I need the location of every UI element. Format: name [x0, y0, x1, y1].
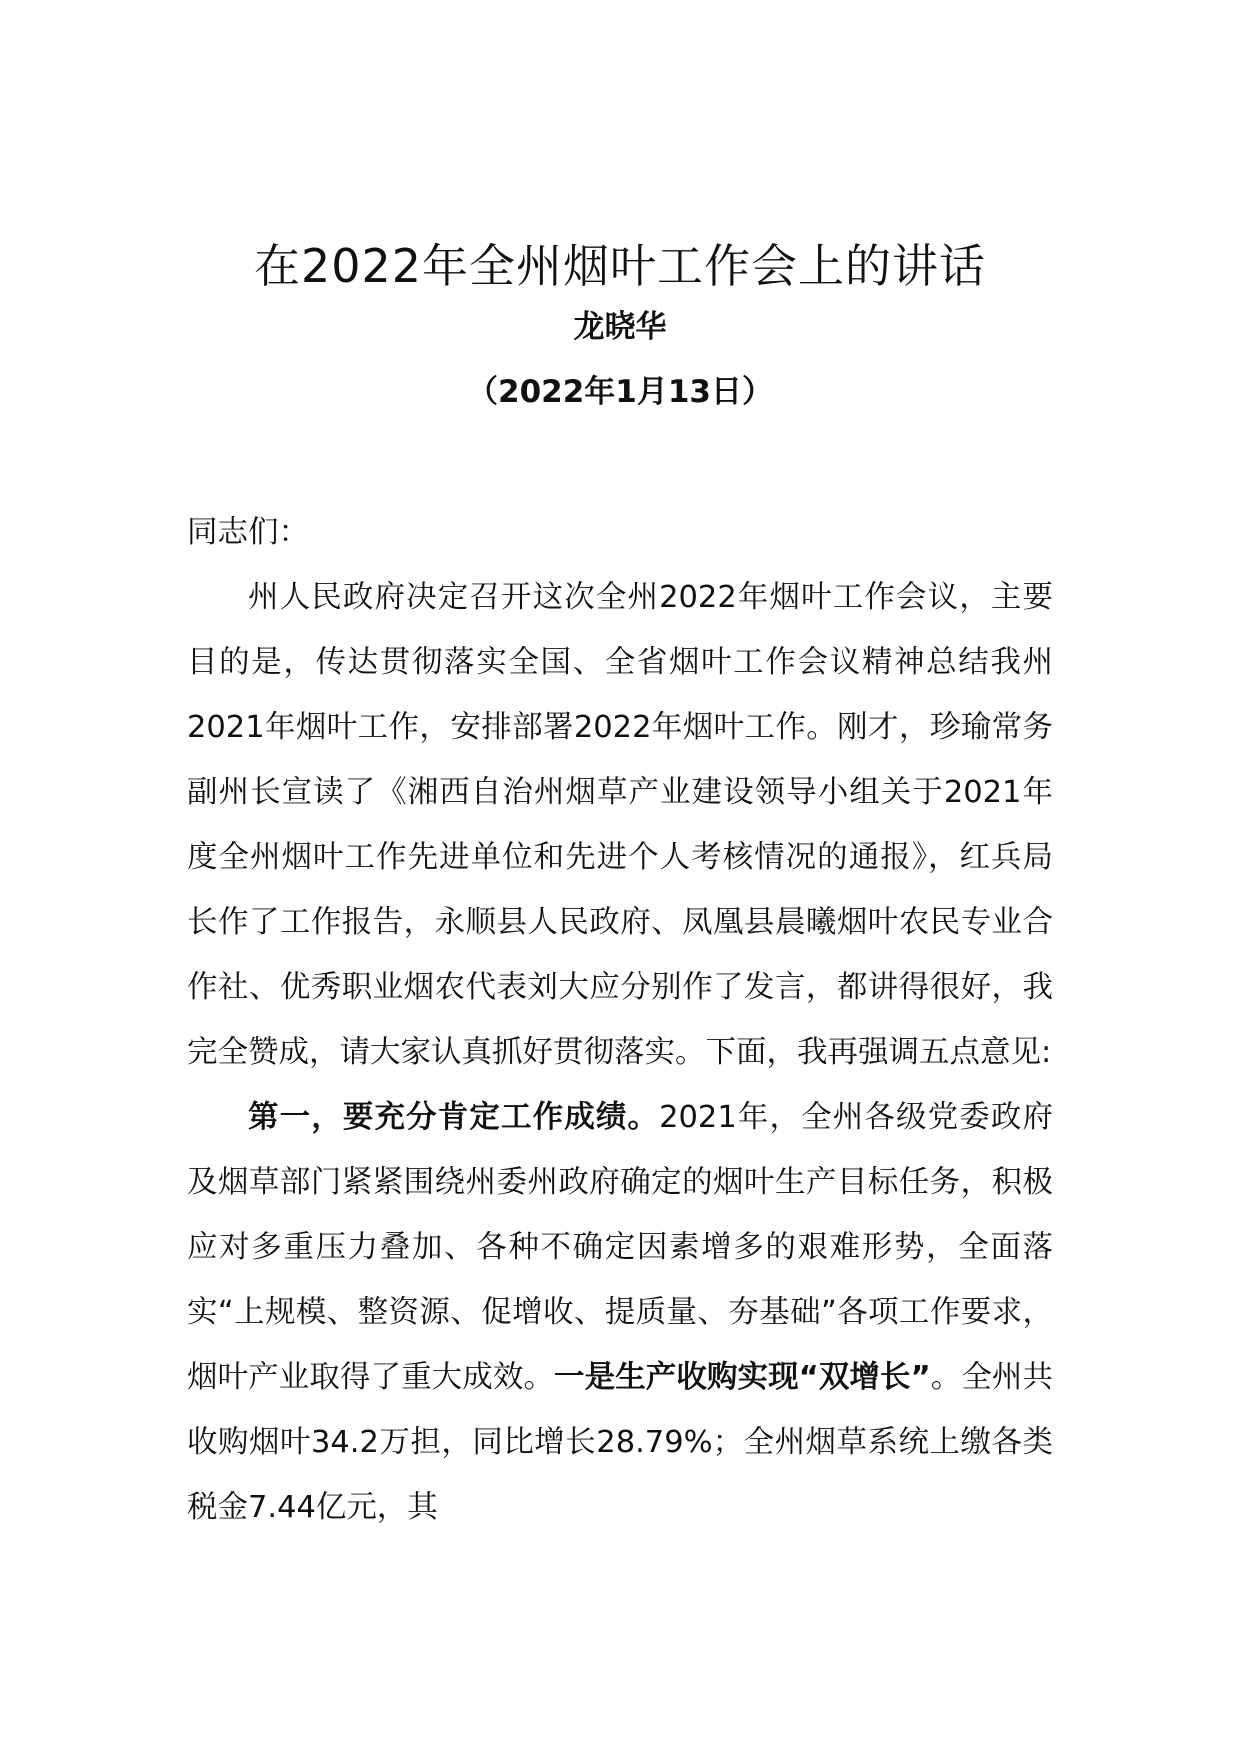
speech-date: （2022年1月13日）	[467, 374, 773, 410]
paragraph-intro: 州人民政府决定召开这次全州2022年烟叶工作会议，主要目的是，传达贯彻落实全国、全省烟叶工作会议精神总结我州2021年烟叶工作，安排部署2022年烟叶工作。刚才，珍瑜常务副州长宣读了《湘西自治州烟草产业建设领导小组关于2021年度全州烟叶工作先进单位和先进个人考核情况的通报》，红兵局长作了工作报告，永顺县人民政府、凤凰县晨曦烟叶农民专业合作社、优秀职业烟农代表刘大应分别作了发言，都讲得很好，我完全赞成，请大家认真抓好贯彻落实。下面，我再强调五点意见:	[187, 580, 1053, 1070]
document-body	[187, 500, 1053, 1540]
subsection-heading-one: 一是生产收购实现“双增长”	[554, 1360, 931, 1395]
section-heading-first: 第一，要充分肯定工作成绩。	[248, 1100, 660, 1135]
paragraph-achievements	[187, 1085, 1053, 1540]
document-title: 在2022年全州烟叶工作会上的讲话	[253, 239, 987, 293]
salutation: 同志们：	[187, 515, 309, 550]
paragraph-achievements-text-2: 。全州共收购烟叶34.2万担，同比增长28.79%；全州烟草系统上缴各类税金7.44亿元，其	[187, 1360, 1053, 1525]
author-name: 龙晓华	[573, 309, 667, 345]
paragraph-achievements-text: 2021年，全州各级党委政府及烟草部门紧紧围绕州委州政府确定的烟叶生产目标任务，积极应对多重压力叠加、各种不确定因素增多的艰难形势，全面落实“上规模、整资源、促增收、提质量、夯基础”各项工作要求，烟叶产业取得了重大成效。	[187, 1100, 1053, 1395]
